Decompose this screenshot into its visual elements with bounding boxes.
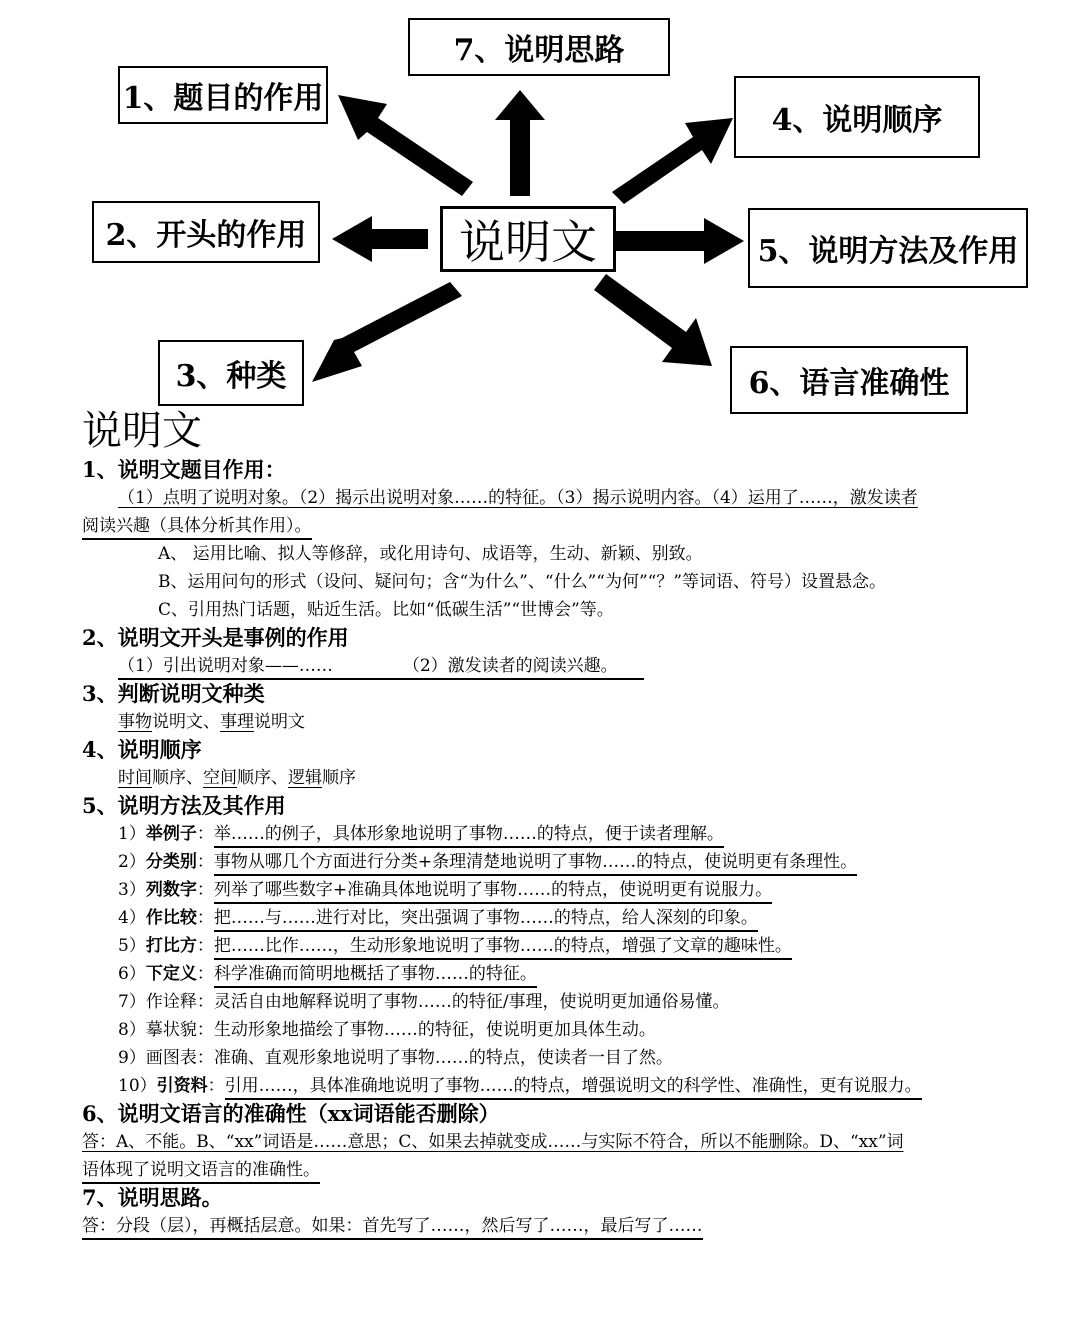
arrow-to-node-5 bbox=[615, 218, 744, 264]
method-number: 4） bbox=[118, 908, 146, 928]
method-item bbox=[82, 932, 1002, 960]
method-colon: ： bbox=[196, 1020, 214, 1040]
section-1-line-2 bbox=[82, 512, 1002, 540]
arrow-to-node-6 bbox=[594, 274, 712, 366]
method-number: 2） bbox=[118, 852, 146, 872]
method-name: 打比方 bbox=[145, 936, 197, 956]
section-1-item-b: B、运用问句的形式（设问、疑问句；含“为什么”、“什么”“为何”“？”等词语、符号）设置悬念。 bbox=[158, 572, 887, 592]
mind-map-node-3: 3、种类 bbox=[158, 340, 304, 406]
section-7-heading: 7、说明思路。 bbox=[82, 1185, 223, 1210]
type-thing: 事物 bbox=[118, 712, 152, 732]
method-description: 科学准确而简明地概括了事物……的特征。 bbox=[214, 962, 537, 988]
method-description: 引用……，具体准确地说明了事物……的特点，增强说明文的科学性、准确性，更有说服力。 bbox=[225, 1074, 922, 1100]
method-colon: ： bbox=[196, 852, 214, 872]
section-2-line bbox=[82, 652, 1002, 680]
type-reason-suffix: 说明文 bbox=[254, 712, 305, 732]
section-1-text-2: 阅读兴趣（具体分析其作用）。 bbox=[82, 514, 312, 540]
order-space-suffix: 顺序、 bbox=[237, 768, 288, 788]
order-logic-suffix: 顺序 bbox=[322, 768, 356, 788]
section-2-text-1: （1）引出说明对象——…… bbox=[118, 656, 333, 676]
method-item bbox=[82, 848, 1002, 876]
method-description: 事物从哪几个方面进行分类+条理清楚地说明了事物……的特点，使说明更有条理性。 bbox=[214, 850, 857, 876]
mind-map-node-7: 7、说明思路 bbox=[408, 18, 670, 76]
method-colon: ： bbox=[196, 964, 214, 984]
order-time: 时间 bbox=[118, 768, 152, 788]
section-6-line-2 bbox=[82, 1156, 1002, 1184]
mind-map-node-5: 5、说明方法及作用 bbox=[748, 208, 1028, 288]
section-4-heading: 4、说明顺序 bbox=[82, 737, 202, 762]
method-colon: ： bbox=[196, 824, 214, 844]
method-description: 生动形象地描绘了事物……的特征，使说明更加具体生动。 bbox=[213, 1020, 656, 1040]
mind-map-node-4: 4、说明顺序 bbox=[734, 76, 980, 158]
section-4-line bbox=[82, 764, 1002, 792]
section-2-underline bbox=[118, 654, 644, 680]
mind-map bbox=[0, 0, 1080, 420]
section-6-heading: 6、说明文语言的准确性（xx词语能否删除） bbox=[82, 1101, 500, 1126]
arrow-to-node-3 bbox=[312, 282, 462, 382]
section-3-line bbox=[82, 708, 1002, 736]
section-1-line-1 bbox=[82, 484, 1002, 512]
type-thing-suffix: 说明文、 bbox=[152, 712, 220, 732]
method-colon: ： bbox=[196, 992, 214, 1012]
section-1-heading: 1、说明文题目作用： bbox=[82, 457, 286, 482]
mind-map-node-1: 1、题目的作用 bbox=[118, 66, 328, 124]
method-item bbox=[82, 876, 1002, 904]
method-name: 下定义 bbox=[145, 964, 197, 984]
type-reason: 事理 bbox=[220, 712, 254, 732]
method-description: 把……比作……，生动形象地说明了事物……的特点，增强了文章的趣味性。 bbox=[214, 934, 792, 960]
method-number: 6） bbox=[118, 964, 146, 984]
order-logic: 逻辑 bbox=[288, 768, 322, 788]
method-name: 举例子 bbox=[145, 824, 197, 844]
method-number: 10） bbox=[118, 1076, 157, 1096]
arrow-to-node-7 bbox=[495, 90, 545, 196]
method-colon: ： bbox=[196, 908, 214, 928]
method-name: 作诠释 bbox=[145, 992, 197, 1012]
method-number: 3） bbox=[118, 880, 146, 900]
section-1-text-1: （1）点明了说明对象。（2）揭示出说明对象……的特征。（3）揭示说明内容。（4）运用了……，激发读者 bbox=[118, 488, 918, 508]
section-7-text: 答：分段（层），再概括层意。如果：首先写了……，然后写了……，最后写了…… bbox=[82, 1214, 703, 1240]
order-space: 空间 bbox=[203, 768, 237, 788]
method-number: 9） bbox=[118, 1048, 146, 1068]
section-1-item-c: C、引用热门话题，贴近生活。比如“低碳生活”“世博会”等。 bbox=[158, 600, 614, 620]
section-2-text-2: （2）激发读者的阅读兴趣。 bbox=[402, 656, 618, 676]
section-6-text-1: 答：A、不能。B、“xx”词语是……意思；C、如果去掉就变成……与实际不符合，所以不能删除。D、“xx”词 bbox=[82, 1132, 904, 1152]
method-name: 列数字 bbox=[145, 880, 197, 900]
section-1-item-a: A、 运用比喻、拟人等修辞，或化用诗句、成语等，生动、新颖、别致。 bbox=[158, 544, 703, 564]
method-description: 把……与……进行对比，突出强调了事物……的特点，给人深刻的印象。 bbox=[214, 906, 758, 932]
method-description: 举……的例子，具体形象地说明了事物……的特点，便于读者理解。 bbox=[214, 822, 724, 848]
method-description: 灵活自由地解释说明了事物……的特征/事理，使说明更加通俗易懂。 bbox=[213, 992, 730, 1012]
method-name: 引资料 bbox=[156, 1076, 208, 1096]
section-3-heading: 3、判断说明文种类 bbox=[82, 681, 265, 706]
document-title: 说明文 bbox=[82, 408, 202, 454]
method-colon: ： bbox=[207, 1076, 225, 1096]
method-description: 准确、直观形象地说明了事物……的特点，使读者一目了然。 bbox=[213, 1048, 673, 1068]
section-5-heading: 5、说明方法及其作用 bbox=[82, 793, 286, 818]
method-item bbox=[82, 820, 1002, 848]
method-item bbox=[82, 988, 1002, 1016]
method-name: 分类别 bbox=[145, 852, 197, 872]
section-6-text-2: 语体现了说明文语言的准确性。 bbox=[82, 1158, 320, 1184]
method-item bbox=[82, 1072, 1002, 1100]
method-list bbox=[82, 820, 1002, 1100]
method-description: 列举了哪些数字+准确具体地说明了事物……的特点，使说明更有说服力。 bbox=[214, 878, 772, 904]
arrow-to-node-4 bbox=[612, 118, 733, 204]
section-2-heading: 2、说明文开头是事例的作用 bbox=[82, 625, 349, 650]
mind-map-node-6: 6、语言准确性 bbox=[730, 346, 968, 414]
method-number: 8） bbox=[118, 1020, 146, 1040]
method-colon: ： bbox=[196, 880, 214, 900]
document-body bbox=[82, 408, 1002, 1240]
method-number: 5） bbox=[118, 936, 146, 956]
method-item bbox=[82, 904, 1002, 932]
method-item bbox=[82, 960, 1002, 988]
order-time-suffix: 顺序、 bbox=[152, 768, 203, 788]
section-7-line bbox=[82, 1212, 1002, 1240]
method-colon: ： bbox=[196, 1048, 214, 1068]
method-name: 摹状貌 bbox=[145, 1020, 197, 1040]
method-number: 7） bbox=[118, 992, 146, 1012]
method-number: 1） bbox=[118, 824, 146, 844]
method-name: 作比较 bbox=[145, 908, 197, 928]
method-name: 画图表 bbox=[145, 1048, 197, 1068]
mind-map-center: 说明文 bbox=[440, 206, 616, 272]
arrow-to-node-1 bbox=[338, 95, 473, 196]
method-colon: ： bbox=[196, 936, 214, 956]
section-6-line-1 bbox=[82, 1128, 1002, 1156]
mind-map-node-2: 2、开头的作用 bbox=[92, 201, 320, 263]
method-item bbox=[82, 1016, 1002, 1044]
arrow-to-node-2 bbox=[332, 216, 428, 262]
method-item bbox=[82, 1044, 1002, 1072]
